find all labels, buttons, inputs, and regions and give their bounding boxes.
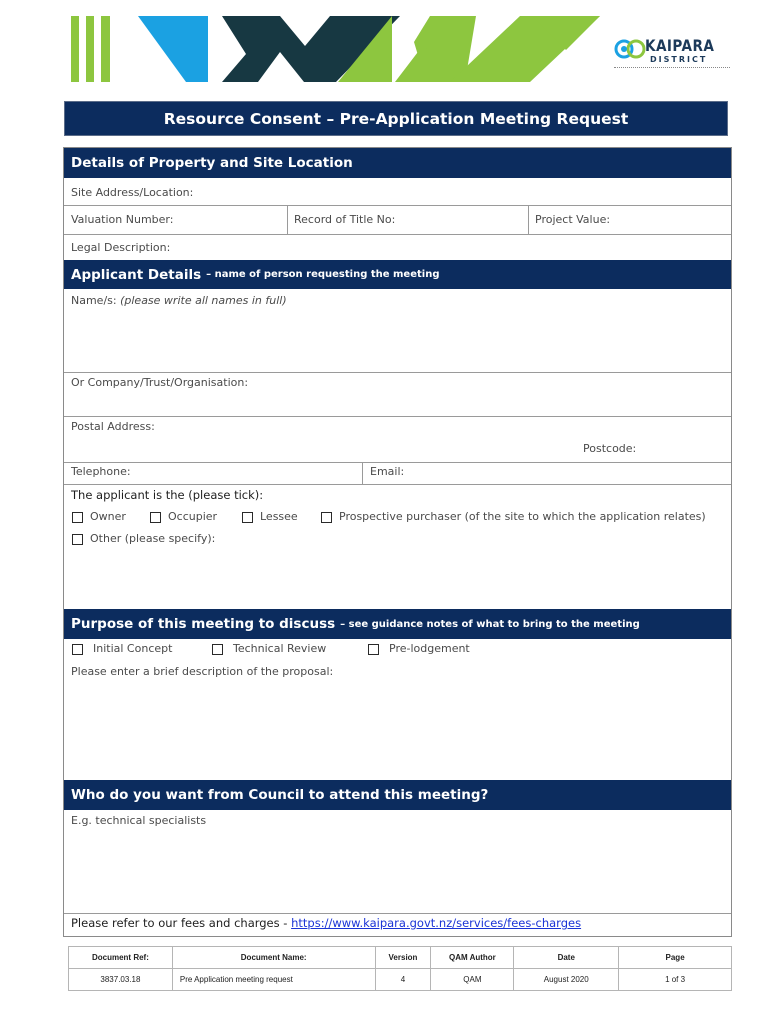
divider — [528, 205, 529, 234]
section-title: Applicant Details — [71, 266, 202, 283]
footer-value-row — [69, 969, 732, 991]
section-header-applicant — [64, 260, 731, 289]
logo-subtitle: DISTRICT — [650, 55, 708, 64]
divider — [64, 234, 731, 235]
email-field[interactable]: Email: — [370, 465, 405, 478]
section-header-attendees — [64, 780, 731, 810]
footer-value-cell: 3837.03.18 — [69, 969, 173, 991]
footer-header-cell: Date — [514, 947, 619, 969]
record-of-title-field[interactable]: Record of Title No: — [294, 213, 396, 226]
divider — [64, 205, 731, 206]
postcode-field[interactable]: Postcode: — [583, 442, 637, 455]
valuation-number-field[interactable]: Valuation Number: — [71, 213, 174, 226]
divider — [64, 913, 731, 914]
proposal-description-field[interactable]: Please enter a brief description of the proposal: — [71, 665, 334, 678]
section-header-purpose — [64, 609, 731, 639]
section-title: Who do you want from Council to attend this meeting? — [71, 787, 489, 803]
site-address-field[interactable]: Site Address/Location: — [71, 186, 194, 199]
document-title-bar — [64, 101, 728, 136]
footer-value-cell: Pre Application meeting request — [172, 969, 375, 991]
initial-concept-checkbox[interactable] — [72, 644, 83, 655]
footer-header-cell: Page — [619, 947, 732, 969]
lessee-label: Lessee — [260, 510, 298, 523]
names-hint: (please write all names in full) — [120, 294, 287, 307]
footer-value-cell: 4 — [375, 969, 431, 991]
section-title: Details of Property and Site Location — [71, 155, 353, 171]
document-footer-table — [68, 946, 732, 991]
section-note: – see guidance notes of what to bring to the meeting — [340, 618, 640, 630]
fees-text: Please refer to our fees and charges - — [71, 916, 292, 930]
owner-checkbox[interactable] — [72, 512, 83, 523]
divider — [64, 372, 731, 373]
attendees-field[interactable]: E.g. technical specialists — [71, 814, 207, 827]
owner-label: Owner — [90, 510, 126, 523]
section-note: – name of person requesting the meeting — [206, 269, 440, 280]
logo-name: KAIPARA — [645, 36, 715, 55]
footer-header-row — [69, 947, 732, 969]
application-form — [63, 147, 732, 937]
footer-header-cell: Document Ref: — [69, 947, 173, 969]
telephone-field[interactable]: Telephone: — [71, 465, 131, 478]
fees-note — [71, 916, 581, 930]
footer-value-cell: August 2020 — [514, 969, 619, 991]
initial-concept-label: Initial Concept — [93, 642, 173, 655]
lessee-checkbox[interactable] — [242, 512, 253, 523]
other-checkbox[interactable] — [72, 534, 83, 545]
section-header-property — [64, 148, 731, 178]
logo-tagline — [614, 67, 730, 69]
divider — [287, 205, 288, 234]
footer-value-cell: 1 of 3 — [619, 969, 732, 991]
fees-link[interactable]: https://www.kaipara.govt.nz/services/fees-charges — [291, 916, 582, 930]
applicant-type-label: The applicant is the (please tick): — [71, 488, 264, 502]
divider — [64, 416, 731, 417]
legal-description-field[interactable]: Legal Description: — [71, 241, 171, 254]
postal-address-field[interactable]: Postal Address: — [71, 420, 155, 433]
footer-value-cell: QAM — [431, 969, 514, 991]
occupier-checkbox[interactable] — [150, 512, 161, 523]
pre-lodgement-label: Pre-lodgement — [389, 642, 470, 655]
company-field[interactable]: Or Company/Trust/Organisation: — [71, 376, 249, 389]
names-label: Name/s: — [71, 294, 121, 307]
section-title: Purpose of this meeting to discuss — [71, 616, 336, 632]
footer-header-cell: QAM Author — [431, 947, 514, 969]
technical-review-checkbox[interactable] — [212, 644, 223, 655]
prospective-purchaser-checkbox[interactable] — [321, 512, 332, 523]
occupier-label: Occupier — [168, 510, 218, 523]
footer-header-cell: Document Name: — [172, 947, 375, 969]
divider — [64, 484, 731, 485]
footer-header-cell: Version — [375, 947, 431, 969]
names-field[interactable] — [71, 294, 287, 307]
divider — [64, 462, 731, 463]
document-title: Resource Consent – Pre-Application Meeting Request — [163, 109, 629, 128]
divider — [362, 462, 363, 484]
prospective-purchaser-label: Prospective purchaser (of the site to which the application relates) — [339, 510, 706, 523]
project-value-field[interactable]: Project Value: — [535, 213, 611, 226]
pre-lodgement-checkbox[interactable] — [368, 644, 379, 655]
other-label[interactable]: Other (please specify): — [90, 532, 216, 545]
technical-review-label: Technical Review — [233, 642, 327, 655]
